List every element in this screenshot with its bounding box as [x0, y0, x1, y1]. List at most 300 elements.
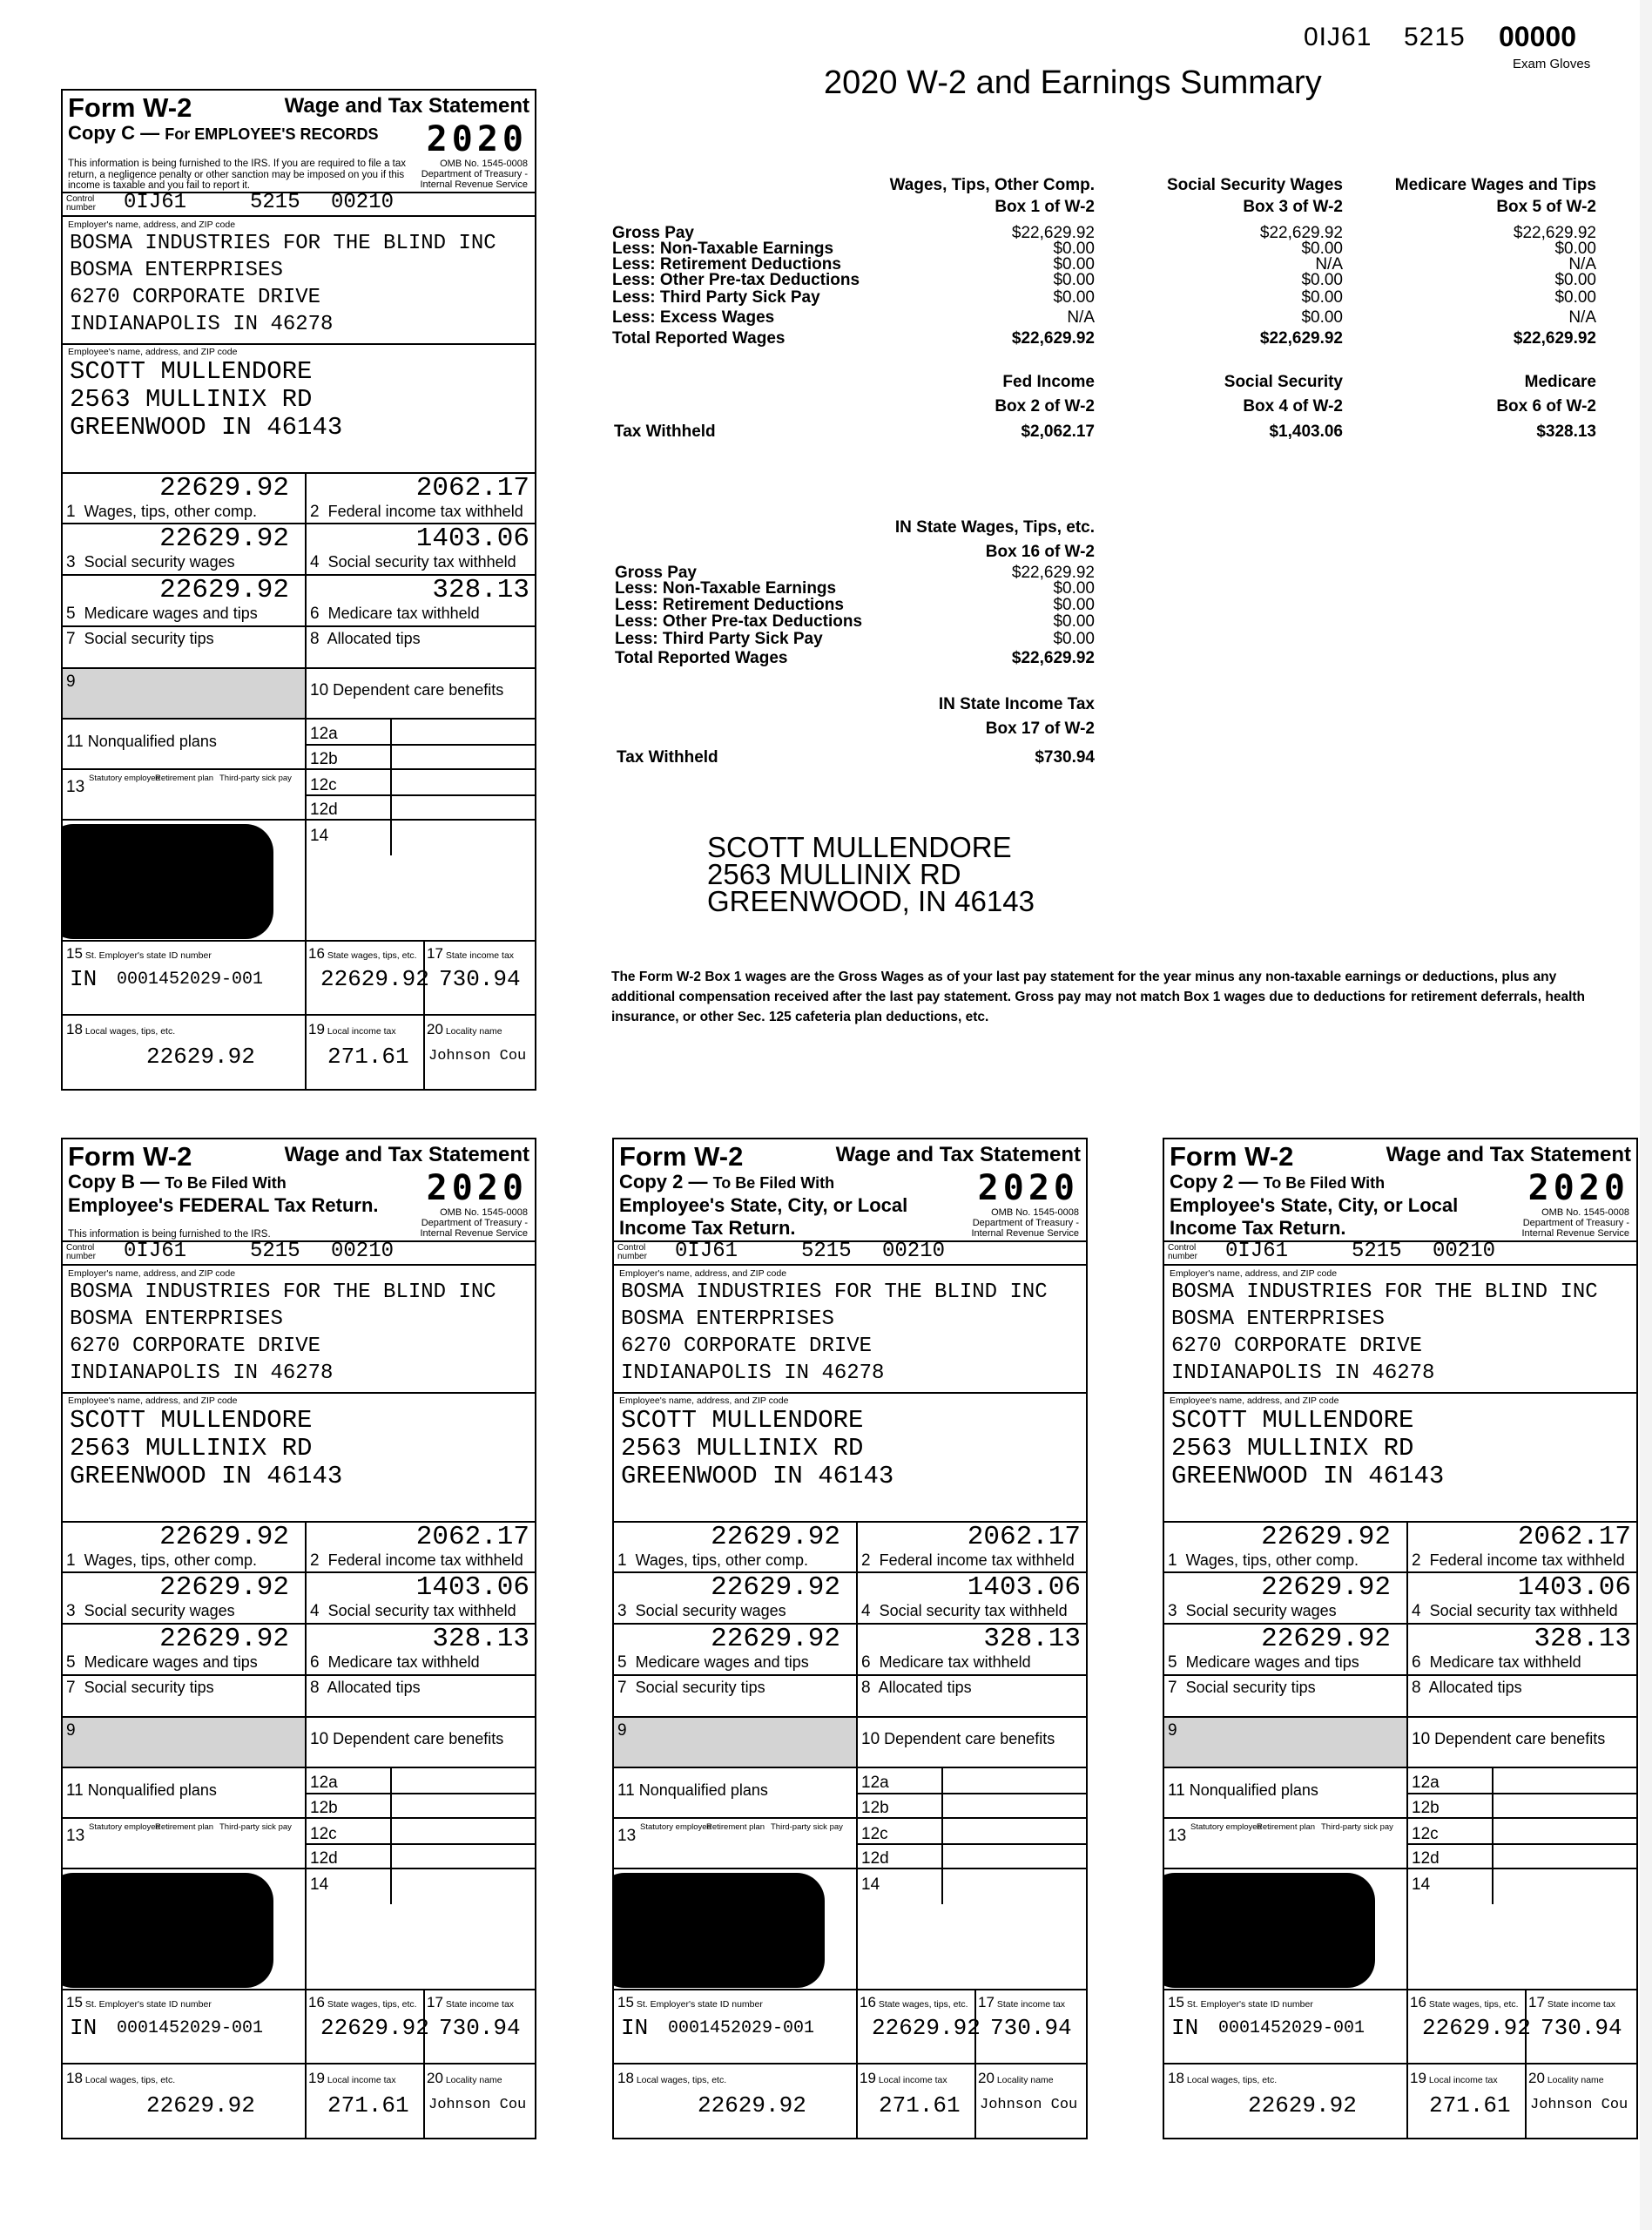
divider	[856, 1521, 858, 1716]
wage-row-value: N/A	[1568, 308, 1596, 327]
box10-label: 10 Dependent care benefits	[1412, 1730, 1606, 1748]
divider	[1164, 1989, 1636, 1990]
copy-line3: Income Tax Return.	[1170, 1217, 1346, 1239]
divider	[63, 1264, 535, 1266]
control-number-c: 00210	[1433, 1240, 1496, 1263]
box20-value: Johnson Cou	[428, 2097, 527, 2113]
box8-label: 8 Allocated tips	[310, 1679, 421, 1697]
employer-line: BOSMA INDUSTRIES FOR THE BLIND INC	[70, 1281, 496, 1304]
box14-label: 14	[310, 1875, 329, 1894]
box12b-label: 12b	[310, 1799, 338, 1817]
employee-line: GREENWOOD IN 46143	[70, 413, 343, 442]
box19-label: 19 Local income tax	[1410, 2070, 1498, 2086]
box17-label: 17 State income tax	[978, 1994, 1066, 2010]
employee-label: Employee's name, address, and ZIP code	[619, 1395, 789, 1406]
employee-address	[70, 358, 342, 442]
box17-value: 730.94	[990, 2015, 1072, 2041]
box19-label: 19 Local income tax	[308, 1021, 396, 1037]
box6-value: 328.13	[432, 1624, 529, 1654]
box12c-label: 12c	[861, 1825, 888, 1843]
box6-value: 328.13	[432, 575, 529, 605]
box20-value: Johnson Cou	[1530, 2097, 1628, 2113]
tax-ss-value: $1,403.06	[1269, 422, 1343, 441]
box20-value: Johnson Cou	[428, 1048, 527, 1064]
redaction-mark	[612, 1873, 825, 1988]
wage-row-value: $0.00	[1053, 288, 1095, 307]
control-number-b: 5215	[250, 191, 300, 214]
copy-name: Copy 2	[1170, 1171, 1234, 1193]
state-row-value: $0.00	[1053, 630, 1095, 648]
state-row-value: $22,629.92	[1011, 649, 1095, 667]
box20-label: 20 Locality name	[427, 2070, 502, 2086]
box12d-label: 12d	[861, 1849, 889, 1868]
box17-value: 730.94	[439, 2015, 521, 2041]
control-number-c: 00210	[882, 1240, 946, 1263]
copy-name: Copy C	[68, 122, 135, 144]
wage-row-value: N/A	[1315, 255, 1343, 274]
box15-state: IN	[70, 966, 98, 992]
box13-retirement: Retirement plan	[1257, 1822, 1316, 1832]
box6-label: 6 Medicare tax withheld	[310, 1653, 480, 1672]
box5-value: 22629.92	[1261, 1624, 1391, 1654]
divider	[1164, 1767, 1636, 1768]
box13-label: 13	[66, 778, 85, 796]
state-row-value: $0.00	[1053, 612, 1095, 631]
employer-address	[1171, 1279, 1598, 1387]
tax-head-ss: Social Security Box 4 of W-2	[1224, 373, 1343, 416]
employee-line: SCOTT MULLENDORE	[621, 1406, 864, 1435]
divider	[305, 1793, 536, 1794]
copy-disclaimer: This information is being furnished to the IRS.	[68, 1229, 271, 1240]
box3-label: 3 Social security wages	[617, 1602, 786, 1620]
box16-value: 22629.92	[320, 966, 429, 992]
tax-head-fed: Fed Income Box 2 of W-2	[995, 373, 1095, 416]
omb-number	[420, 159, 528, 190]
divider	[63, 1392, 535, 1394]
wage-row-value: $0.00	[1301, 240, 1343, 258]
divider	[63, 1674, 535, 1676]
box20-label: 20 Locality name	[1528, 2070, 1604, 2086]
redaction-mark	[61, 1873, 273, 1988]
box3-label: 3 Social security wages	[1168, 1602, 1337, 1620]
box18-value: 22629.92	[146, 1044, 255, 1070]
box1-label: 1 Wages, tips, other comp.	[1168, 1551, 1359, 1570]
employer-line: BOSMA INDUSTRIES FOR THE BLIND INC	[70, 232, 496, 255]
copy-name: Copy B	[68, 1171, 135, 1193]
box2-label: 2 Federal income tax withheld	[1412, 1551, 1625, 1570]
wage-row-label: Less: Third Party Sick Pay	[612, 288, 820, 307]
box15-label: 15 St. Employer's state ID number	[66, 1994, 212, 2010]
box4-label: 4 Social security tax withheld	[310, 1602, 516, 1620]
divider	[614, 1674, 1086, 1676]
wage-row-value: N/A	[1067, 308, 1095, 327]
divider	[390, 718, 392, 855]
w2-form-copy-b	[61, 1138, 536, 2139]
box18-value: 22629.92	[698, 2092, 806, 2118]
box4-label: 4 Social security tax withheld	[861, 1602, 1068, 1620]
box11-label: 11 Nonqualified plans	[66, 733, 217, 751]
box7-label: 7 Social security tips	[66, 630, 214, 648]
box17-value: 730.94	[1541, 2015, 1622, 2041]
box15-id: 0001452029-001	[117, 970, 264, 990]
divider	[305, 794, 536, 796]
box4-label: 4 Social security tax withheld	[310, 553, 516, 571]
box13-thirdparty: Third-party sick pay	[219, 774, 292, 783]
wage-row-label: Less: Non-Taxable Earnings	[612, 240, 834, 258]
summary-title: 2020 W-2 and Earnings Summary	[824, 64, 1322, 101]
state-row-value: $0.00	[1053, 596, 1095, 614]
col-head-box3: Social Security Wages Box 3 of W-2	[1166, 176, 1343, 216]
box16-label: 16 State wages, tips, etc.	[860, 1994, 968, 2010]
w2-form-copy-s1	[612, 1138, 1088, 2139]
control-number-c: 00210	[331, 191, 394, 214]
wage-row-value: $22,629.92	[1513, 329, 1596, 348]
divider	[856, 1843, 1088, 1845]
divider	[856, 1793, 1088, 1794]
copy-line2: Employee's State, City, or Local	[1170, 1194, 1459, 1216]
box8-label: 8 Allocated tips	[310, 630, 421, 648]
box14-label: 14	[310, 827, 329, 845]
state-col-head: IN State Wages, Tips, etc. Box 16 of W-2	[894, 518, 1095, 561]
box3-value: 22629.92	[159, 524, 289, 554]
box16-value: 22629.92	[320, 2015, 429, 2041]
box8-label: 8 Allocated tips	[1412, 1679, 1522, 1697]
box16-label: 16 State wages, tips, etc.	[1410, 1994, 1519, 2010]
employer-line: BOSMA INDUSTRIES FOR THE BLIND INC	[1171, 1281, 1598, 1304]
box12a-label: 12a	[310, 1774, 338, 1792]
employer-line: 6270 CORPORATE DRIVE	[1171, 1335, 1423, 1358]
box6-value: 328.13	[983, 1624, 1081, 1654]
box3-value: 22629.92	[159, 1572, 289, 1603]
box19-value: 271.61	[1429, 2092, 1511, 2118]
employer-line: BOSMA ENTERPRISES	[621, 1308, 834, 1331]
divider	[1406, 1843, 1638, 1845]
divider	[1164, 1264, 1636, 1266]
omb-number	[1521, 1207, 1629, 1239]
employer-line: 6270 CORPORATE DRIVE	[621, 1335, 873, 1358]
omb-text: OMB No. 1545-0008	[440, 1207, 528, 1218]
box11-label: 11 Nonqualified plans	[66, 1781, 217, 1800]
box18-label: 18 Local wages, tips, etc.	[66, 1021, 176, 1037]
box19-value: 271.61	[327, 1044, 409, 1070]
box1-value: 22629.92	[711, 1522, 840, 1552]
header-code-3: 00000	[1499, 21, 1576, 52]
divider	[614, 2063, 1086, 2064]
employee-line: 2563 MULLINIX RD	[1171, 1434, 1414, 1463]
header-code-2: 5215	[1404, 23, 1466, 51]
divider	[63, 625, 535, 627]
omb-text: OMB No. 1545-0008	[440, 159, 528, 169]
wage-row-label: Gross Pay	[612, 224, 694, 242]
dept-line2: Internal Revenue Service	[420, 1228, 528, 1239]
col-head-box1: Wages, Tips, Other Comp. Box 1 of W-2	[889, 176, 1095, 216]
box20-label: 20 Locality name	[427, 1021, 502, 1037]
box16-label: 16 State wages, tips, etc.	[308, 1994, 417, 2010]
omb-text: OMB No. 1545-0008	[991, 1207, 1079, 1218]
copy-line3: Income Tax Return.	[619, 1217, 796, 1239]
employer-line: 6270 CORPORATE DRIVE	[70, 1335, 321, 1358]
box2-value: 2062.17	[1517, 1522, 1631, 1552]
box9-label: 9	[66, 672, 76, 691]
page-edge	[1640, 0, 1652, 2230]
copy-disclaimer: This information is being furnished to the IRS. If you are required to file a tax return, a negligence penalty or other sanction may be imposed on you if this income is taxable and you fail to report it.	[68, 159, 407, 191]
state-row-label: Total Reported Wages	[615, 649, 788, 667]
box15-id: 0001452029-001	[1218, 2018, 1365, 2038]
box9-label: 9	[1168, 1721, 1177, 1740]
box9-label: 9	[617, 1721, 627, 1740]
divider	[305, 744, 536, 746]
box19-value: 271.61	[327, 2092, 409, 2118]
divider	[1406, 1793, 1638, 1794]
divider	[63, 940, 535, 942]
divider	[63, 1868, 535, 1869]
copy-dash: —	[683, 1171, 713, 1193]
omb-number	[971, 1207, 1079, 1239]
employee-address	[1171, 1407, 1444, 1490]
box14-label: 14	[1412, 1875, 1431, 1894]
box12a-label: 12a	[861, 1774, 889, 1792]
wage-row-value: $22,629.92	[1513, 224, 1596, 242]
box13-thirdparty: Third-party sick pay	[771, 1822, 843, 1832]
employee-line: GREENWOOD IN 46143	[1171, 1462, 1445, 1490]
box2-value: 2062.17	[415, 1522, 529, 1552]
box17-label: 17 State income tax	[1528, 1994, 1616, 2010]
copy-heading	[1170, 1171, 1458, 1240]
state-row-value: $0.00	[1053, 579, 1095, 598]
box15-label: 15 St. Employer's state ID number	[1168, 1994, 1313, 2010]
employee-address	[621, 1407, 893, 1490]
wage-row-value: N/A	[1568, 255, 1596, 274]
box3-label: 3 Social security wages	[66, 1602, 235, 1620]
box3-value: 22629.92	[711, 1572, 840, 1603]
employee-line: 2563 MULLINIX RD	[70, 385, 313, 414]
form-label: Form W-2	[68, 92, 192, 123]
box13-label: 13	[617, 1827, 637, 1845]
box5-value: 22629.92	[159, 575, 289, 605]
form-year: 2020	[1527, 1168, 1629, 1208]
box19-value: 271.61	[879, 2092, 961, 2118]
employer-line: 6270 CORPORATE DRIVE	[70, 286, 321, 309]
wage-row-value: $0.00	[1301, 288, 1343, 307]
box4-value: 1403.06	[415, 1572, 529, 1603]
wage-row-value: $0.00	[1053, 240, 1095, 258]
divider	[63, 2063, 535, 2064]
control-number-a: 0IJ61	[124, 1240, 187, 1263]
employer-address	[70, 230, 496, 338]
employer-line: INDIANAPOLIS IN 46278	[1171, 1362, 1435, 1385]
employer-label: Employer's name, address, and ZIP code	[1170, 1268, 1338, 1279]
employer-line: BOSMA INDUSTRIES FOR THE BLIND INC	[621, 1281, 1048, 1304]
box5-label: 5 Medicare wages and tips	[66, 1653, 258, 1672]
dept-line2: Internal Revenue Service	[420, 179, 528, 190]
wage-row-value: $0.00	[1301, 271, 1343, 289]
box2-label: 2 Federal income tax withheld	[310, 503, 523, 521]
employee-label: Employee's name, address, and ZIP code	[1170, 1395, 1339, 1406]
divider	[614, 1989, 1086, 1990]
wage-row-value: $22,629.92	[1011, 224, 1095, 242]
divider	[63, 819, 535, 821]
box4-value: 1403.06	[1517, 1572, 1631, 1603]
form-label: Form W-2	[619, 1141, 744, 1172]
wage-row-label: Less: Excess Wages	[612, 308, 775, 327]
box12b-label: 12b	[861, 1799, 889, 1817]
employer-line: BOSMA ENTERPRISES	[1171, 1308, 1385, 1331]
tax-fed-value: $2,062.17	[1021, 422, 1095, 441]
state-row-label: Less: Non-Taxable Earnings	[615, 579, 837, 598]
copy-subtitle: To Be Filed With	[712, 1174, 835, 1192]
form-label: Form W-2	[1170, 1141, 1294, 1172]
dept-line1: Department of Treasury -	[421, 1218, 528, 1228]
box1-value: 22629.92	[159, 1522, 289, 1552]
employee-line: GREENWOOD IN 46143	[70, 1462, 343, 1490]
wage-row-value: $0.00	[1053, 271, 1095, 289]
tax-withheld-label: Tax Withheld	[614, 422, 716, 441]
control-number-a: 0IJ61	[1225, 1240, 1289, 1263]
dept-line1: Department of Treasury -	[421, 169, 528, 179]
box1-label: 1 Wages, tips, other comp.	[617, 1551, 809, 1570]
divider	[63, 343, 535, 345]
dept-line1: Department of Treasury -	[972, 1218, 1079, 1228]
box10-label: 10 Dependent care benefits	[310, 1730, 504, 1748]
box17-value: 730.94	[439, 966, 521, 992]
wage-row-value: $0.00	[1554, 271, 1596, 289]
summary-addr-line: 2563 MULLINIX RD	[707, 858, 961, 890]
box20-value: Johnson Cou	[980, 2097, 1078, 2113]
divider	[1164, 1674, 1636, 1676]
divider	[1164, 1868, 1636, 1869]
tax-medicare-value: $328.13	[1536, 422, 1596, 441]
employee-address	[70, 1407, 342, 1490]
box19-label: 19 Local income tax	[308, 2070, 396, 2086]
employer-line: INDIANAPOLIS IN 46278	[70, 1362, 334, 1385]
employee-line: 2563 MULLINIX RD	[70, 1434, 313, 1463]
box1-label: 1 Wages, tips, other comp.	[66, 1551, 258, 1570]
box13-label: 13	[66, 1827, 85, 1845]
form-year: 2020	[426, 119, 528, 159]
wage-row-value: $22,629.92	[1259, 329, 1343, 348]
employer-line: INDIANAPOLIS IN 46278	[70, 313, 334, 336]
divider	[63, 1014, 535, 1016]
box13-label: 13	[1168, 1827, 1187, 1845]
divider	[63, 1767, 535, 1768]
box18-label: 18 Local wages, tips, etc.	[66, 2070, 176, 2086]
box11-label: 11 Nonqualified plans	[617, 1781, 768, 1800]
copy-heading	[68, 1171, 379, 1217]
w2-form-copy-c	[61, 89, 536, 1091]
divider	[63, 768, 535, 770]
box4-value: 1403.06	[415, 524, 529, 554]
control-label: Control number	[617, 1243, 647, 1261]
dept-line1: Department of Treasury -	[1522, 1218, 1629, 1228]
box7-label: 7 Social security tips	[66, 1679, 214, 1697]
control-number-b: 5215	[1352, 1240, 1402, 1263]
divider	[1492, 1767, 1494, 1904]
box16-value: 22629.92	[1422, 2015, 1531, 2041]
divider	[63, 1989, 535, 1990]
divider	[63, 1817, 535, 1819]
box9-shaded	[63, 669, 305, 718]
box18-value: 22629.92	[1248, 2092, 1357, 2118]
box6-label: 6 Medicare tax withheld	[310, 605, 480, 623]
state-tax-withheld-label: Tax Withheld	[617, 748, 718, 767]
box9-label: 9	[66, 1721, 76, 1740]
box2-label: 2 Federal income tax withheld	[310, 1551, 523, 1570]
box6-value: 328.13	[1534, 1624, 1631, 1654]
dept-line2: Internal Revenue Service	[971, 1228, 1079, 1239]
box6-label: 6 Medicare tax withheld	[861, 1653, 1031, 1672]
box19-label: 19 Local income tax	[860, 2070, 947, 2086]
w2-form-copy-s2	[1163, 1138, 1638, 2139]
box10-label: 10 Dependent care benefits	[861, 1730, 1055, 1748]
box13-statutory: Statutory employee	[1190, 1822, 1262, 1832]
box12d-label: 12d	[310, 801, 338, 819]
employer-line: INDIANAPOLIS IN 46278	[621, 1362, 885, 1385]
divider	[1164, 1817, 1636, 1819]
control-number-a: 0IJ61	[675, 1240, 738, 1263]
wage-row-value: $0.00	[1301, 308, 1343, 327]
state-row-label: Less: Retirement Deductions	[615, 596, 844, 614]
box5-value: 22629.92	[159, 1624, 289, 1654]
divider	[614, 1868, 1086, 1869]
divider	[390, 1767, 392, 1904]
box12b-label: 12b	[1412, 1799, 1440, 1817]
box12d-label: 12d	[310, 1849, 338, 1868]
divider	[305, 472, 307, 667]
box2-label: 2 Federal income tax withheld	[861, 1551, 1075, 1570]
wage-row-value: $22,629.92	[1011, 329, 1095, 348]
box15-label: 15 St. Employer's state ID number	[617, 1994, 763, 2010]
box12d-label: 12d	[1412, 1849, 1440, 1868]
box17-label: 17 State income tax	[427, 1994, 515, 2010]
divider	[63, 215, 535, 217]
box6-label: 6 Medicare tax withheld	[1412, 1653, 1581, 1672]
divider	[1406, 1521, 1408, 1716]
form-year: 2020	[426, 1168, 528, 1208]
box4-value: 1403.06	[967, 1572, 1081, 1603]
summary-addr-line: SCOTT MULLENDORE	[707, 831, 1012, 863]
box5-label: 5 Medicare wages and tips	[66, 605, 258, 623]
summary-employee-address	[707, 831, 1035, 917]
copy-dash: —	[1233, 1171, 1264, 1193]
employer-label: Employer's name, address, and ZIP code	[68, 1268, 236, 1279]
box3-label: 3 Social security wages	[66, 553, 235, 571]
box16-value: 22629.92	[872, 2015, 981, 2041]
dept-line2: Internal Revenue Service	[1521, 1228, 1629, 1239]
copy-line2: Employee's FEDERAL Tax Return.	[68, 1194, 379, 1216]
box2-value: 2062.17	[967, 1522, 1081, 1552]
box12a-label: 12a	[1412, 1774, 1440, 1792]
copy-line2: Employee's State, City, or Local	[619, 1194, 908, 1216]
box9-shaded	[1164, 1718, 1406, 1767]
copy-dash: —	[135, 1171, 165, 1193]
state-row-label: Less: Third Party Sick Pay	[615, 630, 823, 648]
employer-line: BOSMA ENTERPRISES	[70, 1308, 283, 1331]
redaction-mark	[61, 824, 273, 939]
box12b-label: 12b	[310, 750, 338, 768]
form-title: Wage and Tax Statement	[284, 94, 529, 118]
col-head-box5: Medicare Wages and Tips Box 5 of W-2	[1394, 176, 1596, 216]
summary-addr-line: GREENWOOD, IN 46143	[707, 885, 1035, 917]
divider	[63, 718, 535, 720]
employee-line: SCOTT MULLENDORE	[70, 1406, 313, 1435]
form-year: 2020	[977, 1168, 1079, 1208]
redaction-mark	[1163, 1873, 1375, 1988]
box11-label: 11 Nonqualified plans	[1168, 1781, 1318, 1800]
wage-row-value: $22,629.92	[1259, 224, 1343, 242]
box15-state: IN	[70, 2015, 98, 2041]
employer-address	[70, 1279, 496, 1387]
divider	[305, 1843, 536, 1845]
